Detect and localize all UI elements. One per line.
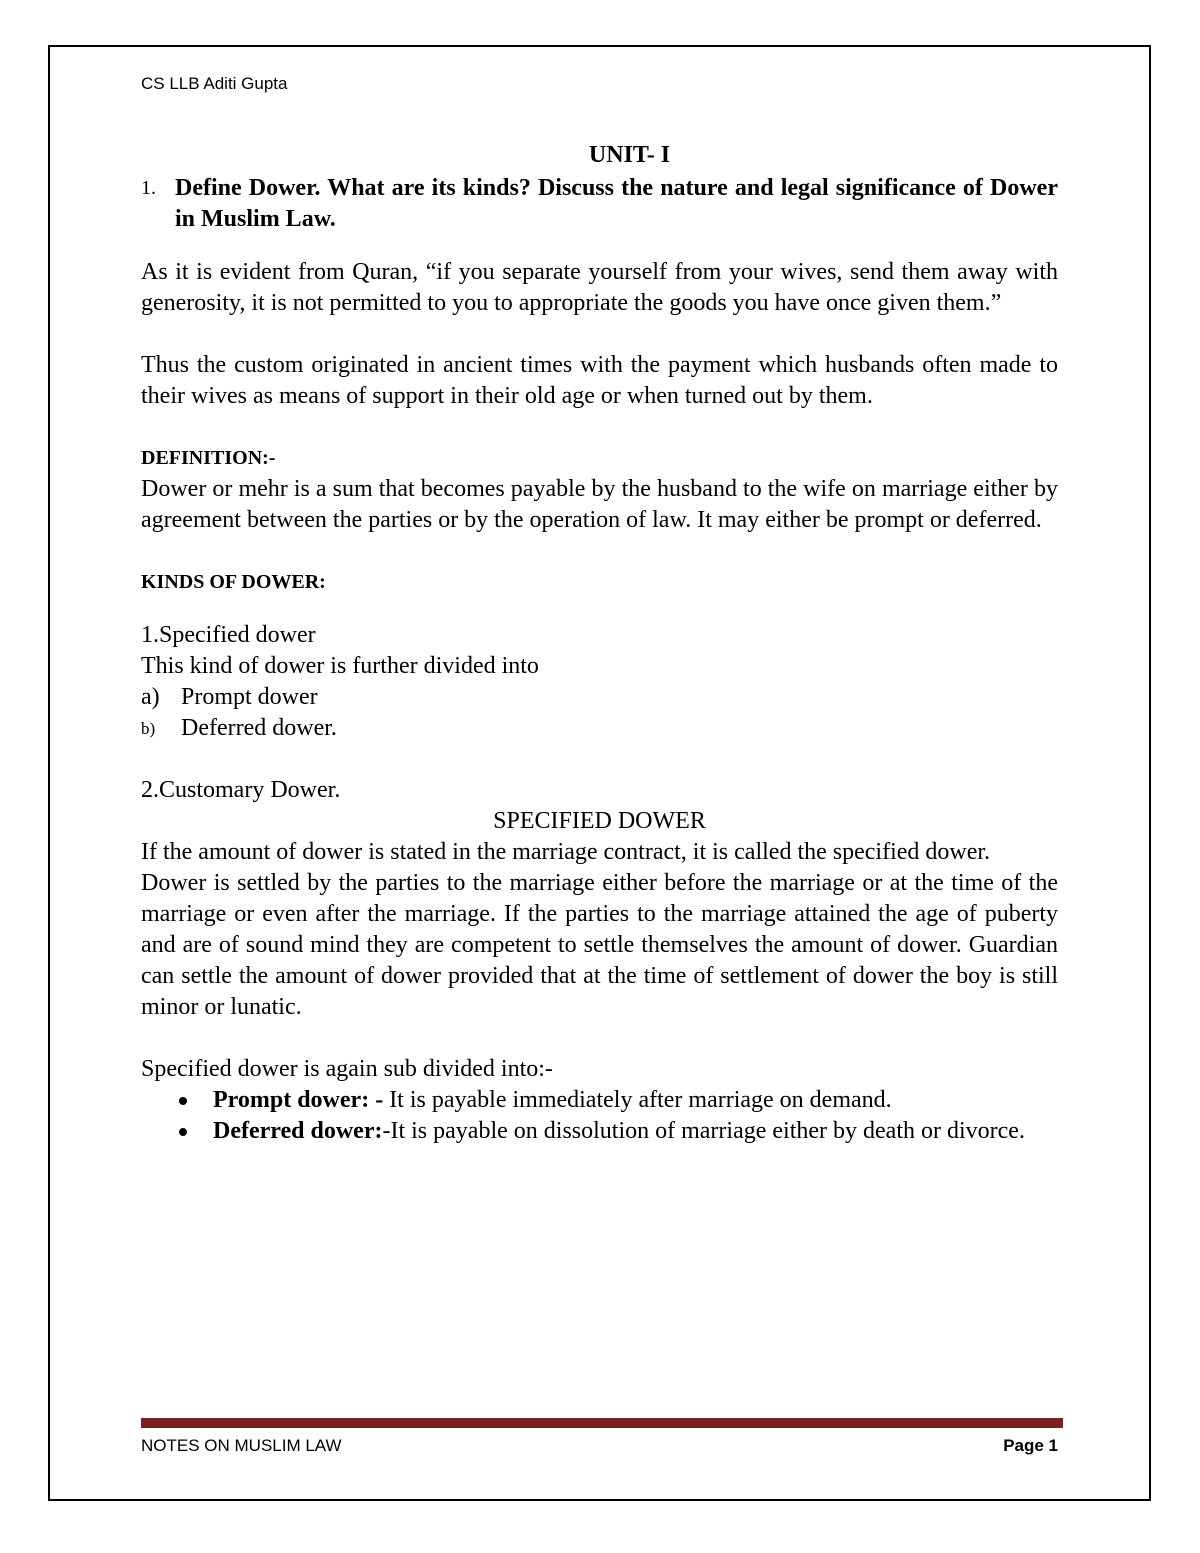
kind-item-mark: a) [141,684,160,710]
footer-rule [141,1418,1063,1428]
bullet-text: It is payable immediately after marriage on demand. [383,1087,892,1113]
specified-settled: Dower is settled by the parties to the marriage either before the marriage or at the time of the marriage or even after the marriage. If the parties to the marriage attained the age of puberty and are of sound mind they are competent to settle themselves the amount of dower. Guardian can settle the amount of dower provided that at the time of settlement of dower the boy is still minor or lunatic. [141,870,1058,1020]
kinds-customary: 2.Customary Dower. [141,777,341,803]
specified-bullets [141,1085,1058,1147]
custom-paragraph: Thus the custom originated in ancient times with the payment which husbands often made to their wives as means of support in their old age or when turned out by them. [141,352,1058,409]
question [141,173,1058,235]
bullet-lead: Prompt dower: - [213,1087,384,1113]
quran-paragraph: As it is evident from Quran, “if you separate yourself from your wives, send them away with generosity, it is not permitted to you to appropriate the goods you have once given them.” [141,259,1058,316]
definition-label: DEFINITION:- [141,447,276,469]
bullet-icon [141,1116,213,1147]
kinds-label: KINDS OF DOWER: [141,571,326,593]
page-number: Page 1 [1003,1436,1058,1455]
specified-sub-intro: Specified dower is again sub divided into:- [141,1056,553,1082]
footer-title: NOTES ON MUSLIM LAW [141,1436,342,1455]
document-body [141,140,1058,1147]
bullet-text: -It is payable on dissolution of marriage either by death or divorce. [382,1118,1025,1144]
kind-item [141,713,1058,744]
kind-item-text: Prompt dower [181,684,318,710]
kinds-further: This kind of dower is further divided into [141,653,539,679]
kind-item [141,682,1058,713]
header-author: CS LLB Aditi Gupta [141,74,288,93]
question-text: Define Dower. What are its kinds? Discuss the nature and legal significance of Dower in Muslim Law. [175,175,1058,232]
specified-dower-heading: SPECIFIED DOWER [493,808,706,834]
bullet-icon [141,1085,213,1116]
definition-text: Dower or mehr is a sum that becomes payable by the husband to the wife on marriage either by agreement between the parties or by the operation of law. It may either be prompt or deferred. [141,476,1058,533]
bullet-lead: Deferred dower: [213,1118,383,1144]
question-number: 1. [141,177,156,199]
kinds-specified: 1.Specified dower [141,622,316,648]
unit-title: UNIT- I [588,142,671,168]
kind-item-mark: b) [141,719,156,738]
kind-item-text: Deferred dower. [181,715,337,741]
list-item [141,1116,1058,1147]
list-item [141,1085,1058,1116]
specified-intro: If the amount of dower is stated in the marriage contract, it is called the specified dower. [141,839,991,865]
